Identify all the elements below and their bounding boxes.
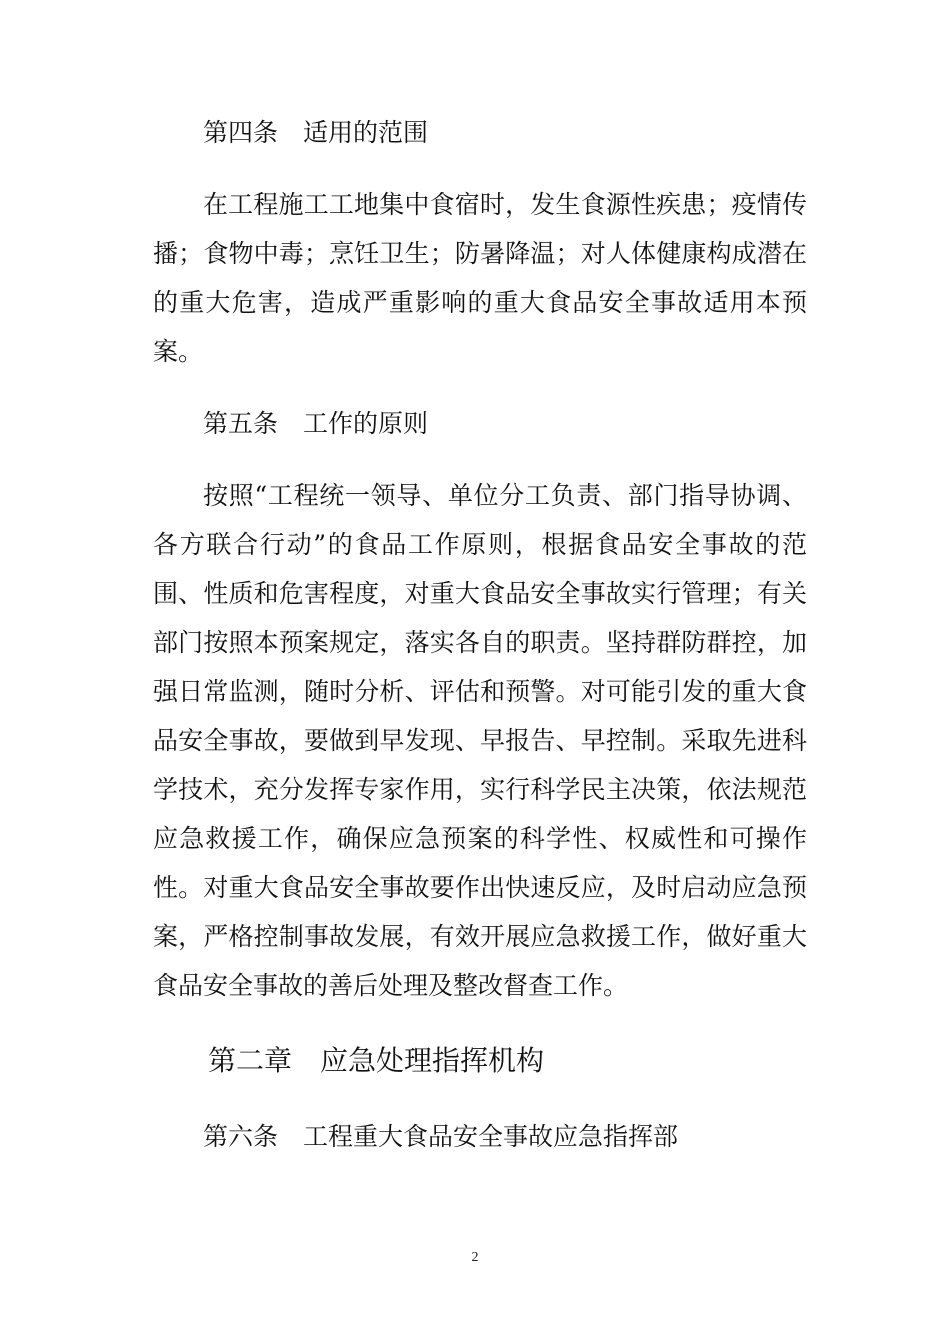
article-4-heading: 第四条 适用的范围 [203,118,429,147]
article-6-heading: 第六条 工程重大食品安全事故应急指挥部 [203,1122,679,1151]
article-5-paragraph: 按照“工程统一领导、单位分工负责、部门指导协调、各方联合行动”的食品工作原则，根据食品安全事故的范围、性质和危害程度，对重大食品安全事故实行管理；有关部门按照本预案规定，落实各自的职责。坚持群防群控，加强日常监测，随时分析、评估和预警。对可能引发的重大食品安全事故，要做到早发现、早报告、早控制。采取先进科学技术，充分发挥专家作用，实行科学民主决策，依法规范应急救援工作，确保应急预案的科学性、权威性和可操作性。对重大食品安全事故要作出快速反应，及时启动应急预案，严格控制事故发展，有效开展应急救援工作，做好重大食品安全事故的善后处理及整改督查工作。 [153,481,807,1000]
document-body [153,108,807,1161]
article-5-heading: 第五条 工作的原则 [203,409,429,438]
page-number: 2 [471,1250,479,1265]
article-4-paragraph: 在工程施工工地集中食宿时，发生食源性疾患；疫情传播；食物中毒；烹饪卫生；防暑降温；对人体健康构成潜在的重大危害，造成严重影响的重大食品安全事故适用本预案。 [153,190,807,366]
chapter-2-heading: 第二章 应急处理指挥机构 [208,1044,545,1077]
